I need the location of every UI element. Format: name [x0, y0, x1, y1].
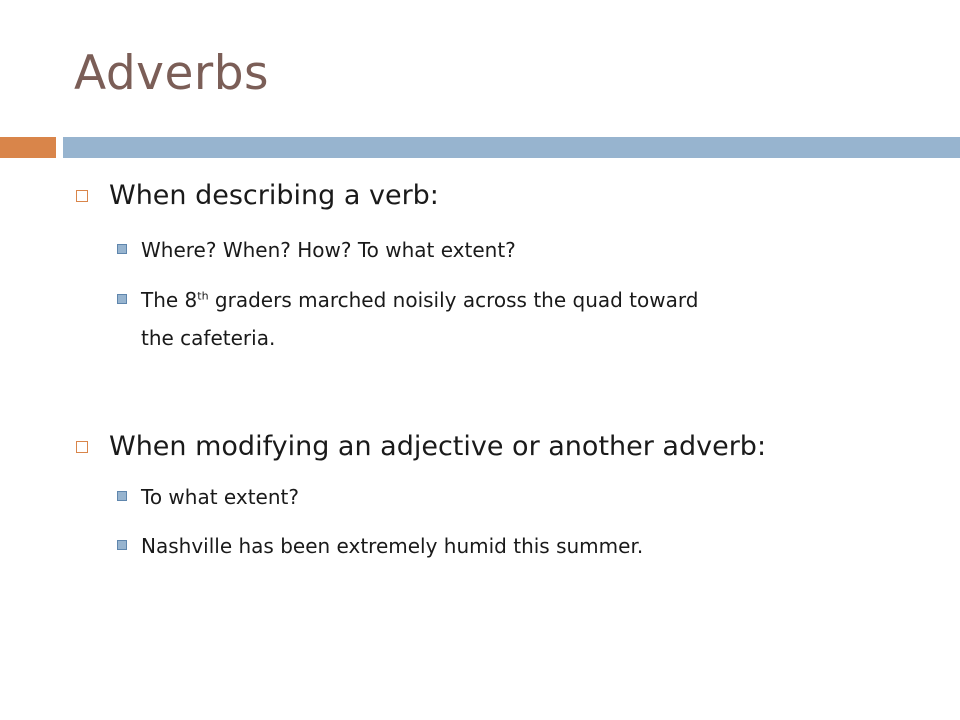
filled-square-bullet-icon: [117, 294, 127, 304]
bullet-heading-text: When modifying an adjective or another adverb:: [109, 431, 767, 462]
sub-bullet-text: [141, 281, 698, 357]
bullet-heading-text: When describing a verb:: [109, 180, 439, 211]
example-text-line2: the cafeteria.: [141, 326, 276, 350]
hollow-square-bullet-icon: [76, 441, 88, 453]
hollow-square-bullet-icon: [76, 190, 88, 202]
sub-bullet-text: Nashville has been extremely humid this summer.: [141, 534, 644, 558]
slide-title: Adverbs: [74, 46, 270, 101]
filled-square-bullet-icon: [117, 540, 127, 550]
example-text-start: The 8: [141, 288, 198, 312]
filled-square-bullet-icon: [117, 244, 127, 254]
sub-bullet-text: Where? When? How? To what extent?: [141, 238, 516, 262]
example-text-line1: graders marched noisily across the quad toward: [208, 288, 699, 312]
title-accent-bar: [0, 137, 56, 158]
sub-bullet-text: To what extent?: [141, 485, 299, 509]
ordinal-superscript: th: [197, 289, 209, 303]
filled-square-bullet-icon: [117, 491, 127, 501]
title-divider-bar: [63, 137, 960, 158]
